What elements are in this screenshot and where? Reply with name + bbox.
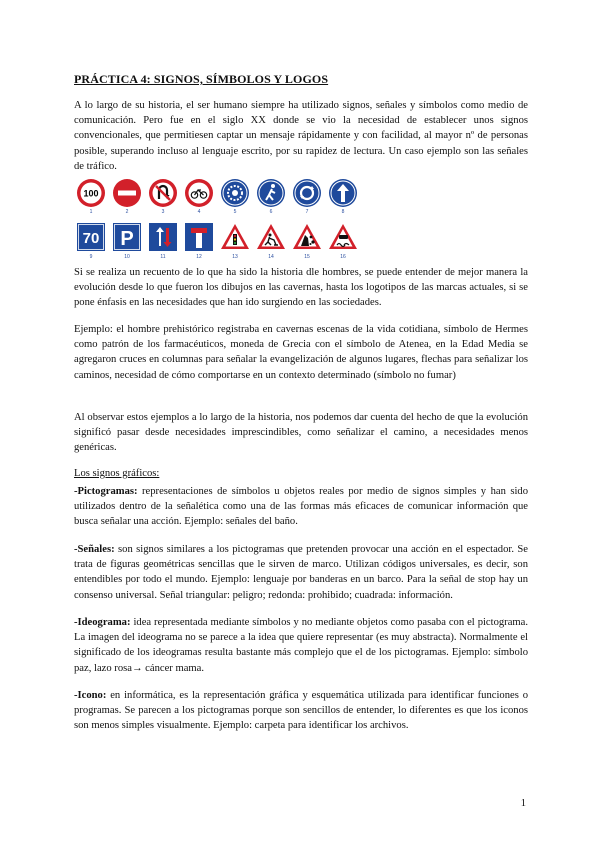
history-paragraph: Si se realiza un recuento de lo que ha sido la historia dle hombres, se puede entender de mejor manera la evolución desde lo que fueron los dibujos en las cavernas, hasta los logotipos de las marcas actuales, si se pone énfasis en las necesidades que han ido surgiendo en las sociedades.	[74, 267, 528, 309]
page-number: 1	[520, 798, 526, 809]
sign-number: 2	[125, 209, 129, 215]
term-label: -Señales:	[74, 544, 115, 555]
term-definition: representaciones de símbolos u objetos reales por medio de signos simples y han sido utilizados dentro de la señalética como una de las formas más eficaces de comunicar información que busca señalar una acción. Ejemplo: señales del baño.	[74, 486, 528, 528]
roundabout-icon	[292, 178, 322, 208]
no-bicycles-icon	[184, 178, 214, 208]
sign-number: 1	[89, 209, 93, 215]
sign-number: 16	[340, 254, 346, 260]
sign-number: 11	[160, 254, 166, 260]
sign-number: 13	[232, 254, 238, 260]
two-way-traffic-icon	[148, 222, 178, 252]
sign-number: 5	[233, 209, 237, 215]
sign-number: 9	[89, 254, 93, 260]
sign-number: 4	[197, 209, 201, 215]
senales-item	[74, 542, 528, 603]
ahead-only-icon	[328, 178, 358, 208]
sign-number: 14	[268, 254, 274, 260]
sign-number: 12	[196, 254, 202, 260]
section-heading: Los signos gráficos:	[74, 468, 160, 479]
sign-number: 3	[161, 209, 165, 215]
term-label: -Pictogramas:	[74, 486, 138, 497]
example-paragraph: Ejemplo: el hombre prehistórico registraba en cavernas escenas de la vida cotidiana, símbolo de Hermes como patrón de los farmacéuticos, moneda de Grecia con el símbolo de Atenea, en la Edad Media se agregaron cruces en columnas para señalar la evangelización de algunos lugares, flechas para señalizar los caminos, necesidad de cómo comportarse en un contexto determinado (símbolo no fumar)	[74, 324, 528, 381]
roadworks-warning-icon	[256, 222, 286, 252]
icono-item	[74, 688, 528, 734]
dead-end-icon	[184, 222, 214, 252]
ideograma-item	[74, 615, 528, 676]
parking-icon	[112, 222, 142, 252]
speed-limit-100-icon	[76, 178, 106, 208]
term-definition: idea representada mediante símbolos y no mediante objetos como pasaba con el pictograma. La imagen del ideograma no se parece a la idea que quiere representar (es muy abstracta). Normalmente el significado de los ideogramas resulta bastante más complejo que el de los pictogramas. Ejemplo: símbolo paz, lazo rosa→ cáncer mama.	[74, 617, 528, 674]
pictogramas-item	[74, 484, 528, 530]
no-u-turn-icon	[148, 178, 178, 208]
document-title: PRÁCTICA 4: SIGNOS, SÍMBOLOS Y LOGOS	[74, 72, 329, 86]
term-definition: son signos similares a los pictogramas que pretenden provocar una acción en el espectador. Se trata de figuras geométricas sencillas que le sirven de marco. Utilizan códigos universales, es decir, son entendibles por todo el mundo. Ejemplo: lenguaje por banderas en un barco. Para la señal de stop hay un consenso universal. Señal triangular: peligro; redonda: prohibido; cuadrada: información.	[74, 544, 528, 601]
sign-number: 15	[304, 254, 310, 260]
term-label: -Ideograma:	[74, 617, 131, 628]
falling-rocks-warning-icon	[292, 222, 322, 252]
snow-chains-icon	[220, 178, 250, 208]
sign-text: 70	[82, 230, 100, 247]
sign-number: 8	[341, 209, 345, 215]
traffic-lights-warning-icon	[220, 222, 250, 252]
sign-text: 100	[83, 188, 99, 199]
sign-number: 7	[305, 209, 309, 215]
term-label: -Icono:	[74, 690, 107, 701]
term-definition: en informática, es la representación gráfica y esquemática utilizada para identificar funciones o programas. Se parecen a los pictogramas porque son sencillos de entender, lo diferentes es que los iconos son menos simples visualmente. Ejemplo: carpeta para identificar los archivos.	[74, 690, 528, 732]
sign-number: 10	[124, 254, 130, 260]
sign-text: P	[120, 228, 134, 250]
speed-70-icon	[76, 222, 106, 252]
no-entry-icon	[112, 178, 142, 208]
intro-paragraph: A lo largo de su historia, el ser humano siempre ha utilizado signos, señales y símbolos como medio de comunicación. Pero fue en el siglo XX donde se vio la necesidad de establecer unos signos convencionales, que permitiesen captar un mensaje rápidamente y con facilidad, al mayor nº de personas posible, superando incluso al lenguaje escrito, por su rapidez de lectura. Un caso ejemplo son las señales de tráfico.	[74, 100, 528, 172]
pedestrian-path-icon	[256, 178, 286, 208]
evolution-paragraph: Al observar estos ejemplos a lo largo de la historia, nos podemos dar cuenta del hecho de que la evolución significó pasar desde necesidades imprescindibles, como señalizar el camino, a necesidades menos genéricas.	[74, 412, 528, 454]
slippery-road-warning-icon	[328, 222, 358, 252]
traffic-signs-figure	[74, 178, 354, 264]
sign-number: 6	[269, 209, 273, 215]
